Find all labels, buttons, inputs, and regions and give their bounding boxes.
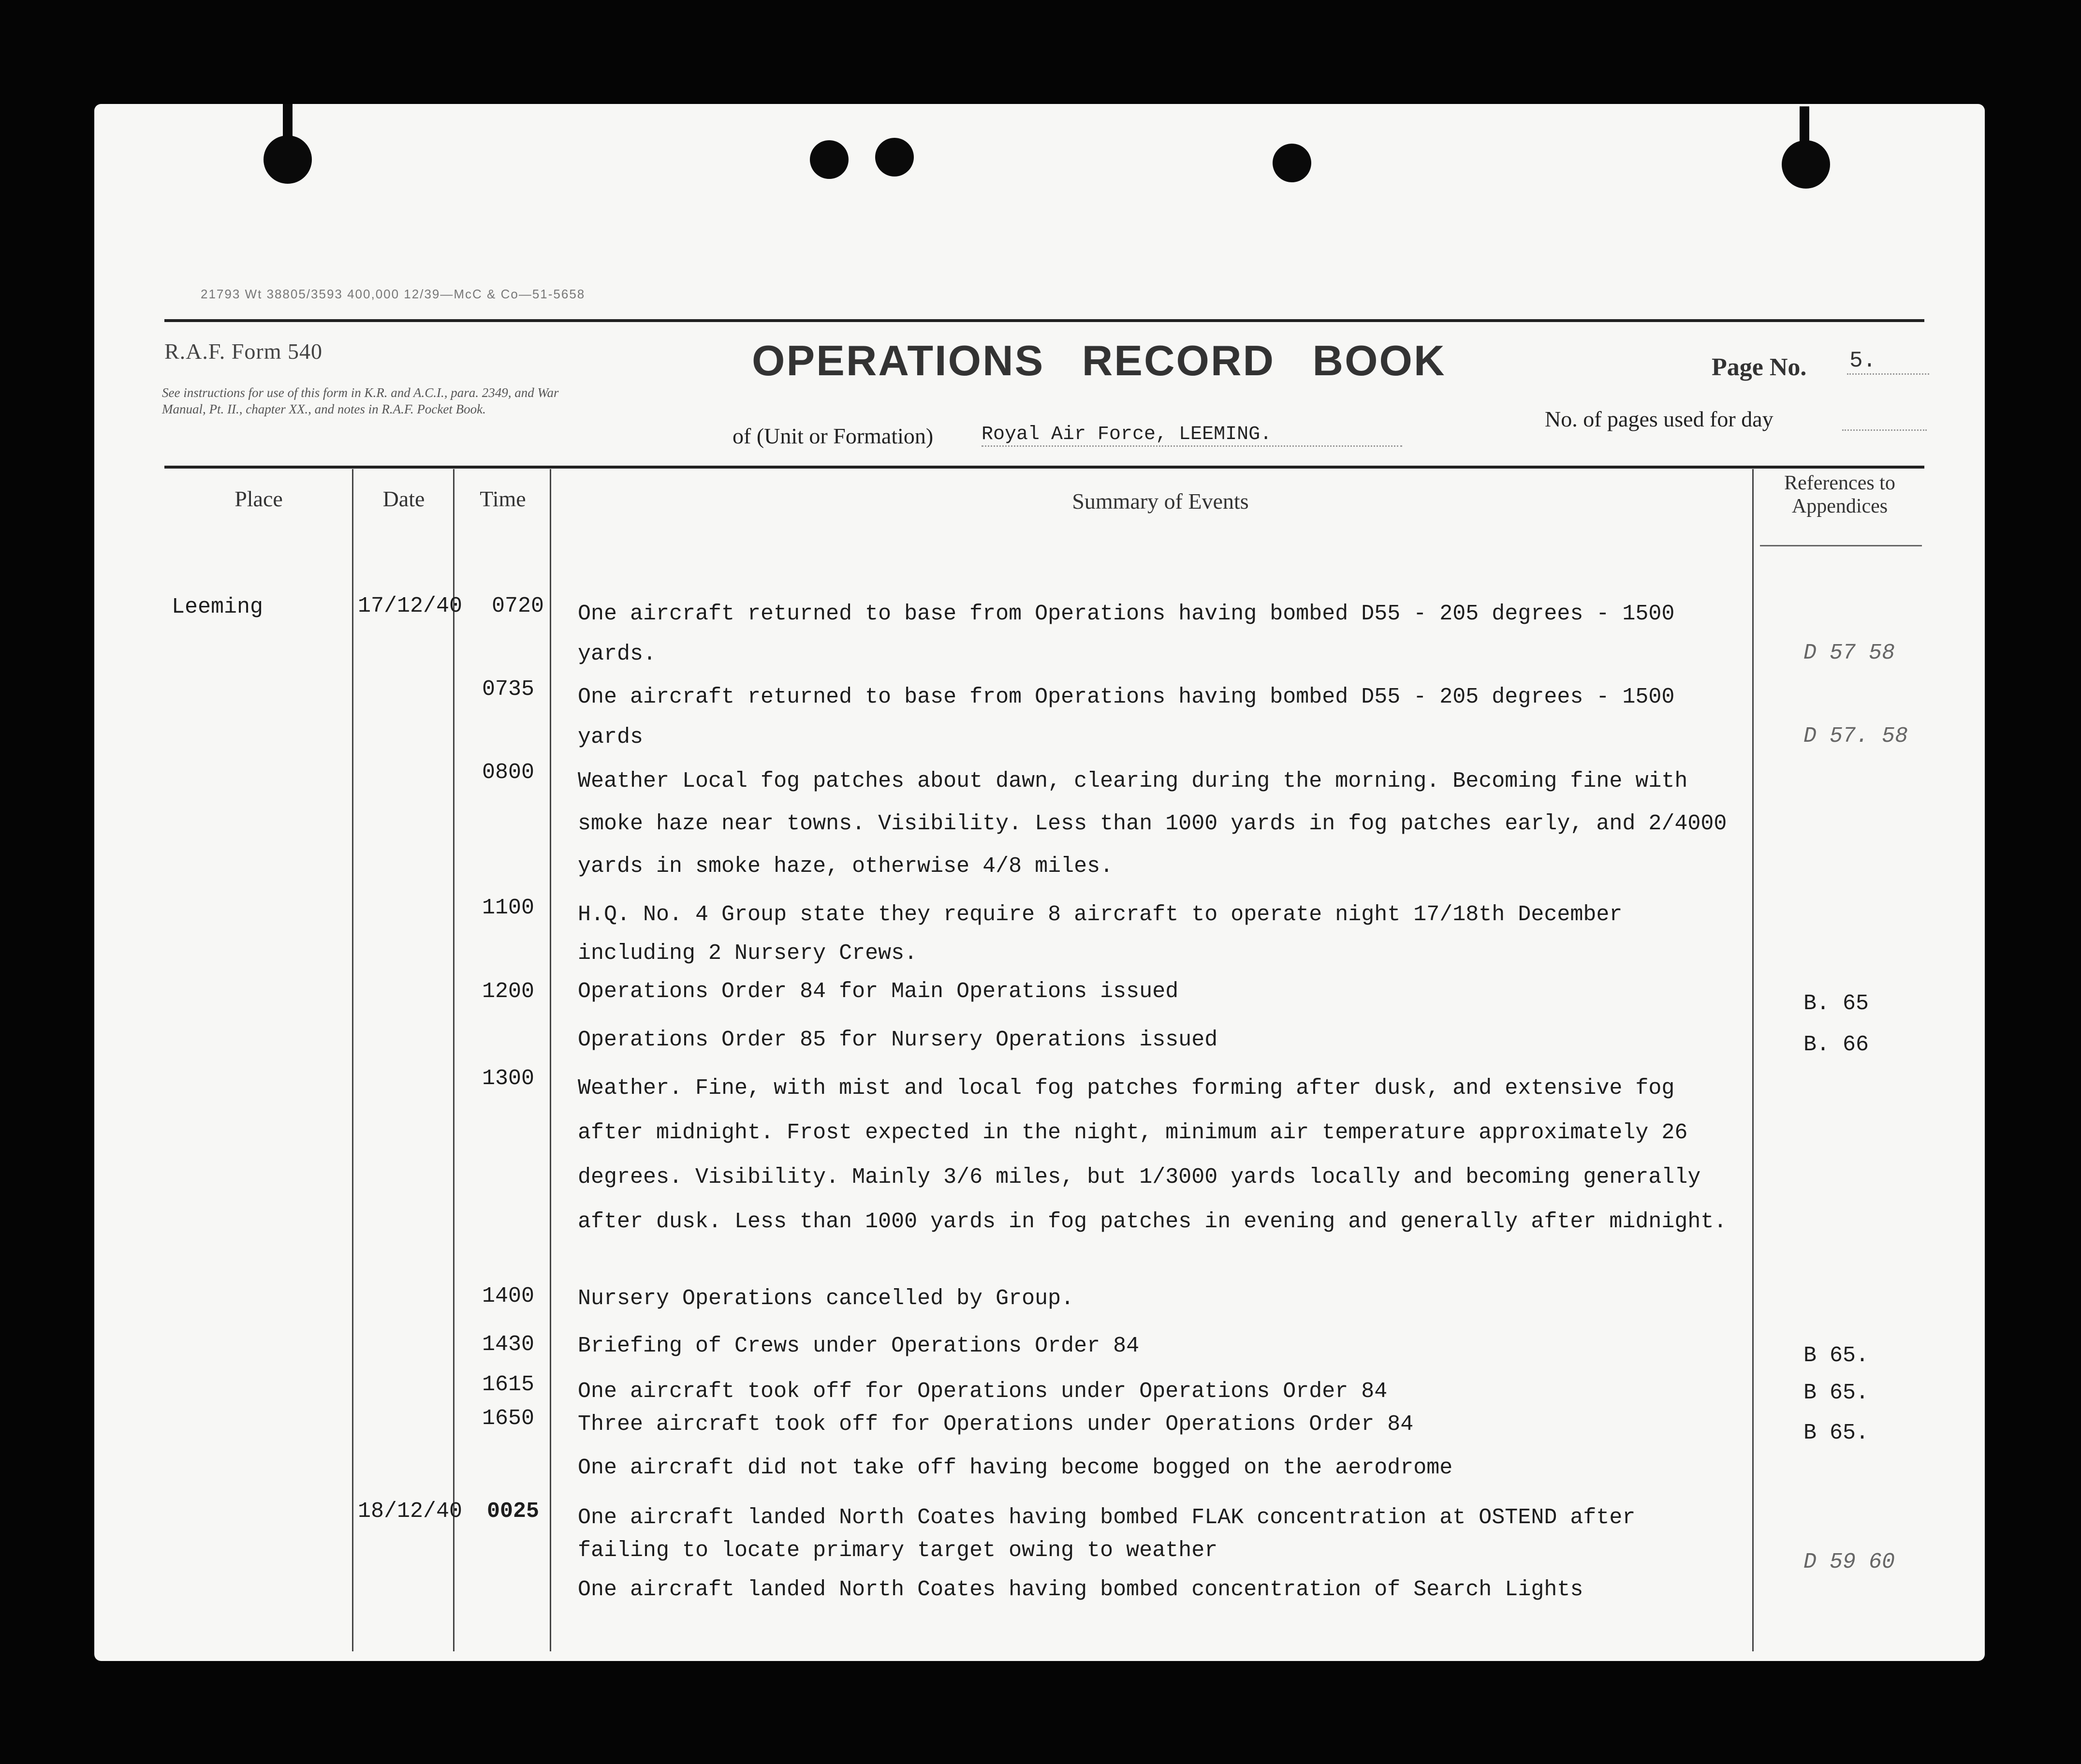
punch-hole — [810, 140, 849, 179]
column-divider — [550, 469, 551, 1651]
top-rule — [164, 319, 1924, 322]
time-cell: 0025 — [486, 1499, 539, 1524]
form-instructions: See instructions for use of this form in K.R. and A.C.I., para. 2349, and War Manual, Pt. II., chapter XX., and notes in R.A.F. Pocket Book. — [162, 385, 559, 416]
punch-hole — [1273, 144, 1311, 182]
time-cell: 0720 — [491, 594, 544, 618]
reference-cell: B 65. — [1803, 1421, 1869, 1445]
place-cell: Leeming — [172, 595, 264, 619]
form-id: R.A.F. Form 540 — [164, 339, 322, 364]
column-divider — [453, 469, 454, 1651]
summary-entry: One aircraft returned to base from Operations having bombed D55 - 205 degrees - 1500 yards — [578, 685, 1675, 750]
table-top-rule — [164, 466, 1924, 469]
reference-cell: D 59 60 — [1803, 1550, 1895, 1574]
date-cell: 17/12/40 — [358, 594, 463, 618]
refs-header-underline — [1760, 545, 1922, 546]
reference-cell: B. 65 — [1803, 991, 1869, 1016]
column-header-references: References to Appendices — [1784, 472, 1895, 517]
reference-cell: B 65. — [1803, 1343, 1869, 1368]
column-header-date: Date — [382, 486, 425, 511]
pages-used-label: No. of pages used for day — [1545, 407, 1773, 431]
summary-entry: One aircraft took off for Operations under Operations Order 84 — [578, 1379, 1388, 1404]
reference-cell: B 65. — [1803, 1381, 1869, 1405]
summary-entry: Nursery Operations cancelled by Group. — [578, 1286, 1074, 1311]
unit-label: of (Unit or Formation) — [733, 424, 934, 448]
summary-entry: Operations Order 84 for Main Operations issued — [578, 979, 1179, 1004]
summary-entry: Briefing of Crews under Operations Order 84 — [578, 1334, 1140, 1358]
time-cell: 0735 — [482, 677, 534, 702]
column-header-summary: Summary of Events — [1072, 489, 1249, 514]
date-cell: 18/12/40 — [358, 1499, 463, 1524]
time-cell: 1200 — [482, 979, 534, 1004]
reference-cell: D 57 58 — [1803, 641, 1895, 665]
summary-entry: Operations Order 85 for Nursery Operations issued — [578, 1028, 1218, 1052]
time-cell: 1650 — [482, 1406, 534, 1431]
printer-line: 21793 Wt 38805/3593 400,000 12/39—McC & Co—51-5658 — [201, 287, 586, 301]
reference-cell: D 57. 58 — [1803, 724, 1908, 749]
time-cell: 1430 — [482, 1332, 534, 1357]
summary-entry: Three aircraft took off for Operations under Operations Order 84 — [578, 1412, 1414, 1437]
column-header-place: Place — [234, 486, 283, 511]
column-divider — [352, 469, 353, 1651]
time-cell: 0800 — [482, 760, 534, 785]
summary-entry: Weather. Fine, with mist and local fog patches forming after dusk, and extensive fog after midnight. Frost expected in the night, minimum air temperature approximately 26 degrees. Visibility. Mainly 3/6 miles, but 1/3000 yards locally and becoming generally after dusk. Less than 1000 yards in fog patches in evening and generally after midnight. — [578, 1076, 1727, 1234]
summary-entry: Weather Local fog patches about dawn, clearing during the morning. Becoming fine with smoke haze near towns. Visibility. Less than 1000 yards in fog patches early, and 2/4000 yards in smoke haze, otherwise 4/8 miles. — [578, 769, 1727, 879]
column-divider — [1752, 469, 1754, 1651]
unit-value: Royal Air Force, LEEMING. — [982, 424, 1402, 447]
pages-used-value — [1842, 410, 1927, 431]
page-title: OPERATIONS RECORD BOOK — [752, 337, 1446, 384]
reference-cell: B. 66 — [1803, 1032, 1869, 1057]
summary-entry: One aircraft returned to base from Operations having bombed D55 - 205 degrees - 1500 yards. — [578, 602, 1675, 666]
time-cell: 1615 — [482, 1372, 534, 1397]
summary-entry: One aircraft landed North Coates having bombed FLAK concentration at OSTEND after failing to locate primary target owing to weather — [578, 1505, 1636, 1563]
column-header-time: Time — [480, 486, 526, 511]
page-number-value: 5. — [1847, 348, 1929, 375]
time-cell: 1300 — [482, 1066, 534, 1091]
time-cell: 1400 — [482, 1284, 534, 1308]
summary-entry: One aircraft did not take off having become bogged on the aerodrome — [578, 1455, 1453, 1480]
summary-entry: One aircraft landed North Coates having bombed concentration of Search Lights — [578, 1577, 1583, 1602]
time-cell: 1100 — [482, 896, 534, 920]
summary-entry: H.Q. No. 4 Group state they require 8 aircraft to operate night 17/18th December including 2 Nursery Crews. — [578, 902, 1623, 966]
punch-hole — [875, 138, 914, 176]
page-number-label: Page No. — [1712, 353, 1807, 381]
punch-notch-left — [283, 104, 293, 152]
punch-notch-right — [1800, 106, 1809, 155]
